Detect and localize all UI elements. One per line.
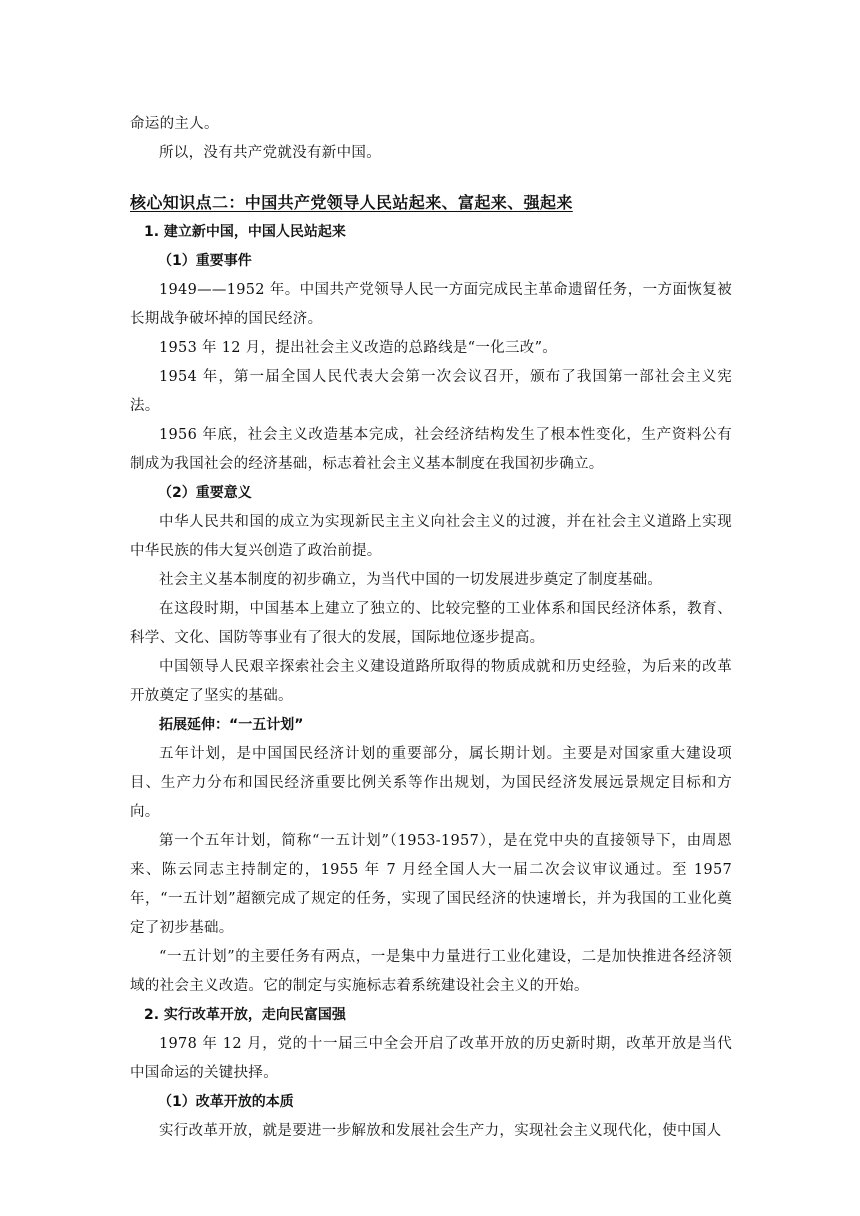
paragraph: 社会主义基本制度的初步确立，为当代中国的一切发展进步奠定了制度基础。 — [159, 572, 663, 588]
paragraph: 实行改革开放，就是要进一步解放和发展社会生产力，实现社会主义现代化，使中国人 — [159, 1123, 722, 1139]
sub-subsection-title: （1）改革开放的本质 — [158, 1094, 294, 1110]
paragraph: 在这段时期，中国基本上建立了独立的、比较完整的工业体系和国民经济体系，教育、科学、文化、国防等事业有了很大的发展，国际地位逐步提高。 — [130, 601, 732, 646]
paragraph: 1956 年底，社会主义改造基本完成，社会经济结构发生了根本性变化，生产资料公有制成为我国社会的经济基础，标志着社会主义基本制度在我国初步确立。 — [130, 427, 732, 472]
paragraph: 1953 年 12 月，提出社会主义改造的总路线是“一化三改”。 — [159, 340, 558, 356]
subsection-title: 2. 实行改革开放，走向民富国强 — [144, 1007, 346, 1023]
paragraph: 中华人民共和国的成立为实现新民主主义向社会主义的过渡，并在社会主义道路上实现中华民族的伟大复兴创造了政治前提。 — [130, 514, 732, 559]
paragraph: 1949——1952 年。中国共产党领导人民一方面完成民主革命遗留任务，一方面恢复被长期战争破坏掉的国民经济。 — [130, 282, 732, 327]
extension-title: 拓展延伸：“一五计划” — [159, 717, 304, 733]
paragraph: 所以，没有共产党就没有新中国。 — [159, 145, 381, 161]
paragraph: “一五计划”的主要任务有两点，一是集中力量进行工业化建设，二是加快推进各经济领域的社会主义改造。它的制定与实施标志着系统建设社会主义的开始。 — [130, 949, 732, 994]
paragraph: 命运的主人。 — [130, 116, 219, 132]
paragraph: 1954 年，第一届全国人民代表大会第一次会议召开，颁布了我国第一部社会主义宪法。 — [130, 369, 732, 414]
document-body — [130, 110, 732, 1146]
paragraph: 五年计划，是中国国民经济计划的重要部分，属长期计划。主要是对国家重大建设项目、生产力分布和国民经济重要比例关系等作出规划，为国民经济发展远景规定目标和方向。 — [130, 746, 732, 820]
paragraph: 中国领导人民艰辛探索社会主义建设道路所取得的物质成就和历史经验，为后来的改革开放奠定了坚实的基础。 — [130, 659, 732, 704]
sub-subsection-title: （1）重要事件 — [158, 253, 252, 269]
paragraph: 1978 年 12 月，党的十一届三中全会开启了改革开放的历史新时期，改革开放是当代中国命运的关键抉择。 — [130, 1036, 732, 1081]
sub-subsection-title: （2）重要意义 — [158, 485, 252, 501]
section-title: 核心知识点二：中国共产党领导人民站起来、富起来、强起来 — [130, 193, 573, 212]
paragraph: 第一个五年计划，简称“一五计划”（1953-1957），是在党中央的直接领导下，由周恩来、陈云同志主持制定的，1955 年 7 月经全国人大一届二次会议审议通过。至 1957 年，“一五计划”超额完成了规定的任务，实现了国民经济的快速增长，并为我国的工业化奠定了初步基础。 — [130, 833, 732, 936]
subsection-title: 1. 建立新中国，中国人民站起来 — [144, 224, 346, 240]
